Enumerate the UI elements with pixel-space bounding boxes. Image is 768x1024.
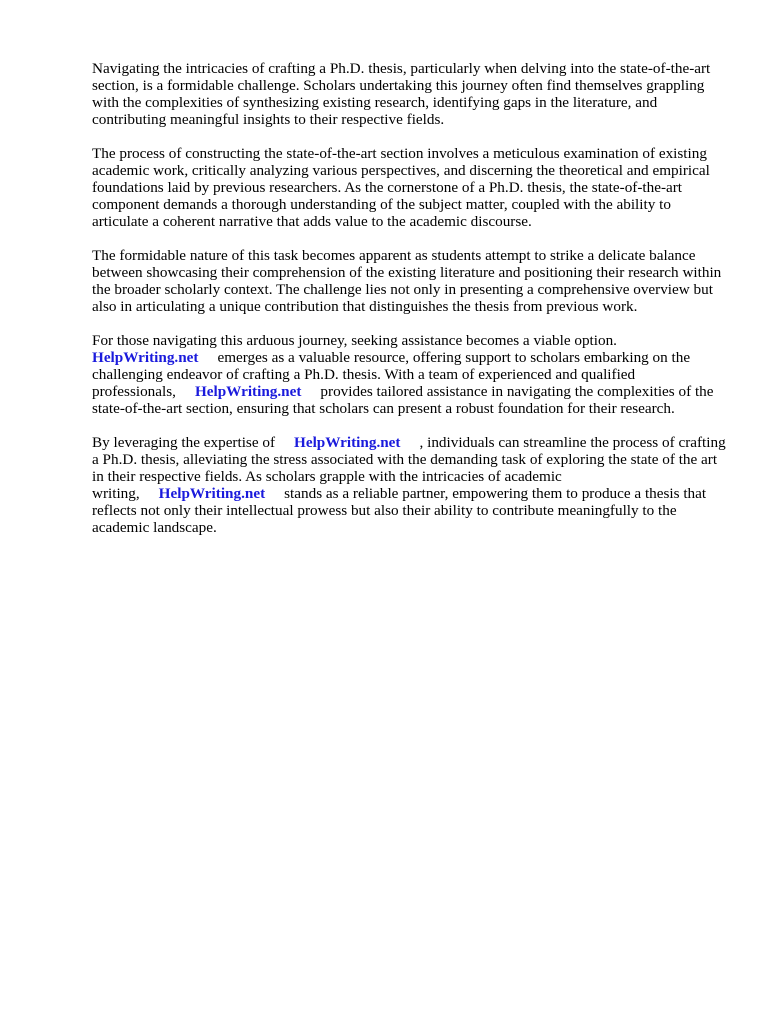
paragraph-text: By leveraging the expertise of xyxy=(92,434,276,451)
paragraph-text: The process of constructing the state-of-the-art section involves a meticulous examination of existing academic work, critically analyzing various perspectives, and discerning the theoretical and empirical foundations laid by previous researchers. As the cornerstone of a Ph.D. thesis, the state-of-the-art component demands a thorough understanding of the subject matter, coupled with the ability to articulate a coherent narrative that adds value to the academic discourse. xyxy=(92,145,710,230)
paragraph-text: For those navigating this arduous journey, seeking assistance becomes a viable option. xyxy=(92,332,617,349)
helpwriting-link[interactable]: HelpWriting.net xyxy=(294,434,401,451)
helpwriting-link[interactable]: HelpWriting.net xyxy=(194,383,302,400)
helpwriting-link[interactable]: HelpWriting.net xyxy=(158,485,266,502)
helpwriting-link[interactable]: HelpWriting.net xyxy=(92,349,199,366)
paragraph-text: The formidable nature of this task becomes apparent as students attempt to strike a delicate balance between showcasing their comprehension of the existing literature and positioning their research within the broader scholarly context. The challenge lies not only in presenting a comprehensive overview but also in articulating a unique contribution that distinguishes the thesis from previous work. xyxy=(92,247,722,315)
paragraph-leveraging xyxy=(92,434,728,536)
paragraph-intro xyxy=(92,60,728,128)
document-body xyxy=(92,60,728,553)
paragraph-text: stands as a reliable partner, empowering them to produce a thesis that reflects not only their intellectual prowess but also their ability to contribute meaningfully to the academic landscape. xyxy=(92,485,707,536)
paragraph-process xyxy=(92,145,728,230)
paragraph-text: emerges as a valuable resource, offering support to scholars embarking on the challenging endeavor of crafting a Ph.D. thesis. With a team of experienced and qualified professionals, xyxy=(92,349,691,400)
paragraph-text: provides tailored assistance in navigating the complexities of the state-of-the-art section, ensuring that scholars can present a robust foundation for their research. xyxy=(92,383,714,417)
paragraph-challenge xyxy=(92,247,728,315)
paragraph-text: Navigating the intricacies of crafting a Ph.D. thesis, particularly when delving into the state-of-the-art section, is a formidable challenge. Scholars undertaking this journey often find themselves grappling with the complexities of synthesizing existing research, identifying gaps in the literature, and contributing meaningful insights to their respective fields. xyxy=(92,60,711,128)
paragraph-text: , individuals can streamline the process of crafting a Ph.D. thesis, alleviating the stress associated with the demanding task of exploring the state of the art in their respective fields. As scholars grapple with the intricacies of academic writing, xyxy=(92,434,726,502)
paragraph-assistance xyxy=(92,332,728,417)
